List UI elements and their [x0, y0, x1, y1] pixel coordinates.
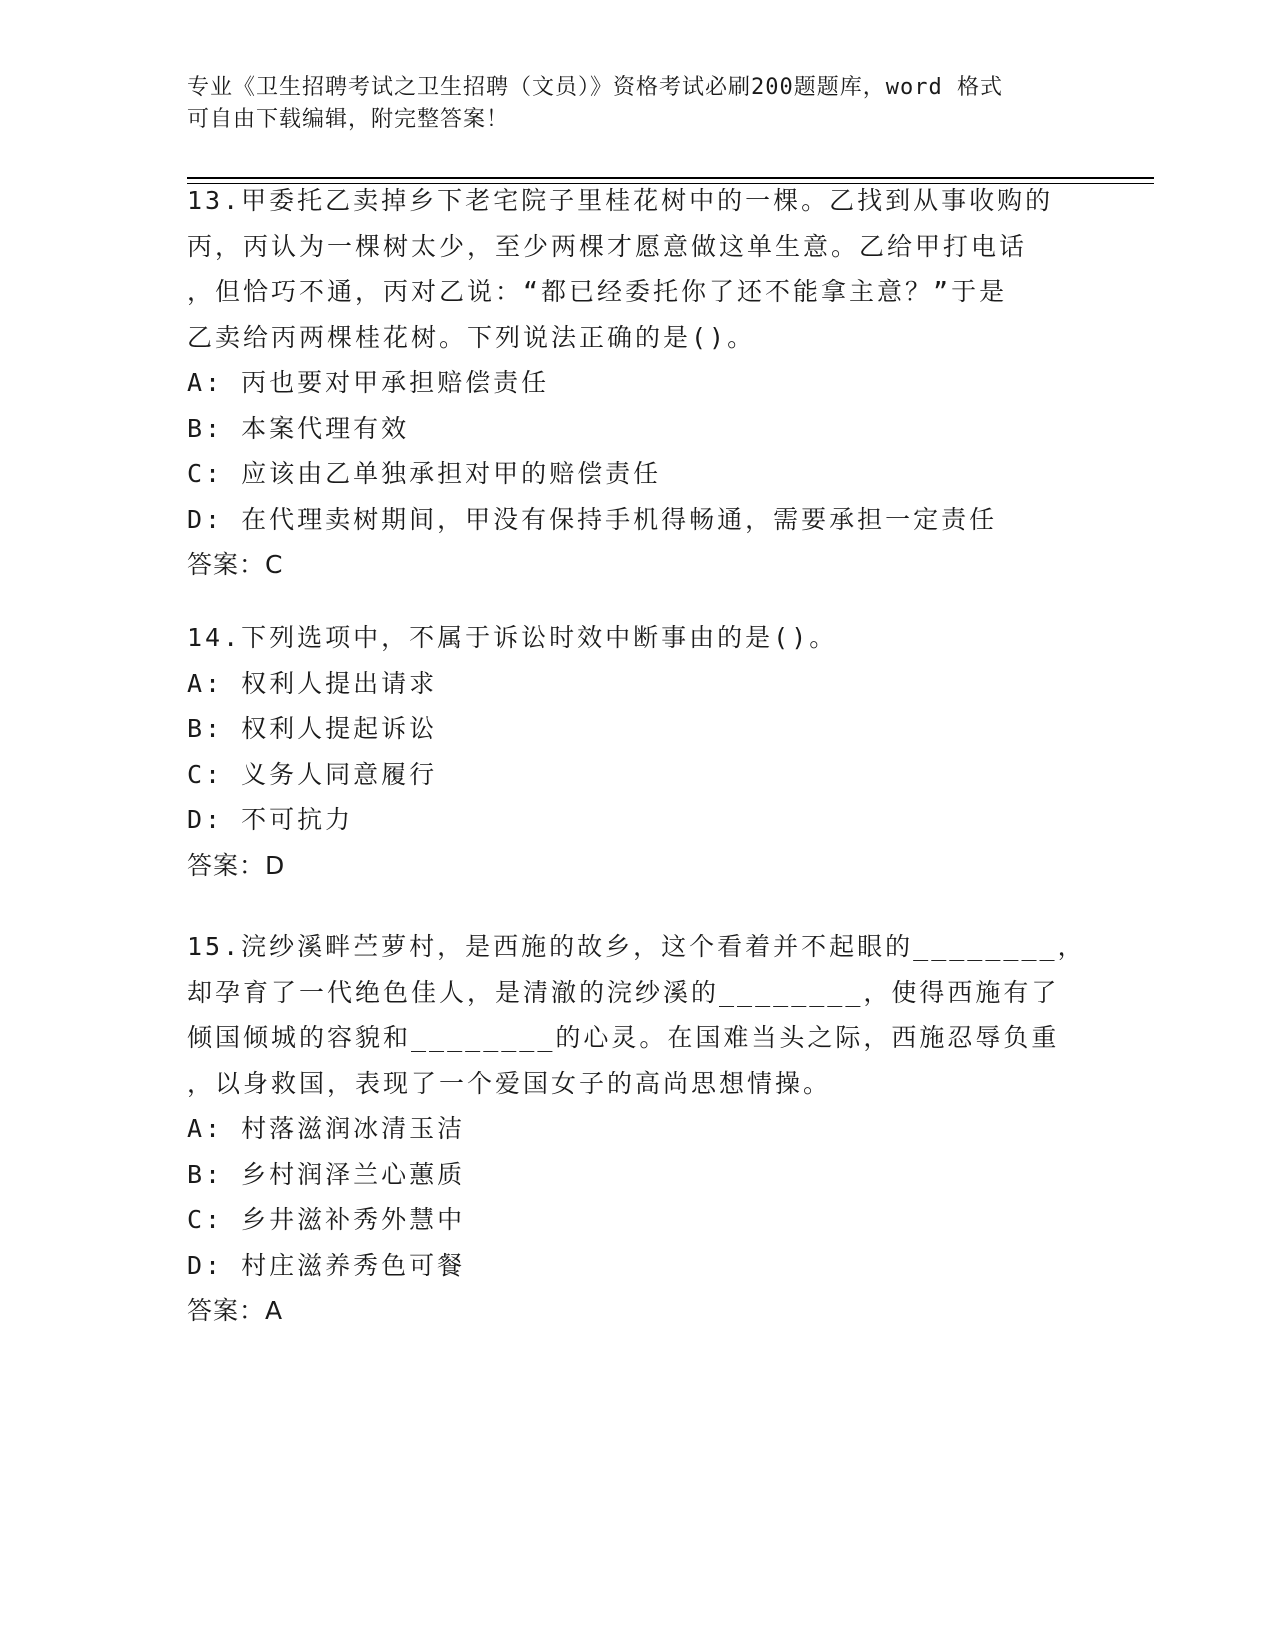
option-a: A: 丙也要对甲承担赔偿责任 [187, 368, 550, 397]
answer-line: 答案：C [187, 550, 284, 579]
question-stem-line: 丙，丙认为一棵树太少，至少两棵才愿意做这单生意。乙给甲打电话 [187, 231, 1028, 261]
question-stem-line: 倾国倾城的容貌和________的心灵。在国难当头之际，西施忍辱负重 [187, 1023, 1060, 1052]
header-line-2: 可自由下载编辑，附完整答案！ [187, 107, 510, 132]
option-c: C: 乡井滋补秀外慧中 [187, 1205, 466, 1234]
option-c: C: 义务人同意履行 [187, 759, 438, 789]
option-d: D: 不可抗力 [187, 805, 354, 834]
question-15 [187, 924, 1087, 1334]
answer-line: 答案：D [187, 850, 286, 880]
header-line-1: 专业《卫生招聘考试之卫生招聘（文员）》资格考试必刷200题题库，word 格式 [187, 75, 1003, 100]
question-stem-line: 乙卖给丙两棵桂花树。下列说法正确的是()。 [187, 322, 756, 352]
option-d: D: 在代理卖树期间，甲没有保持手机得畅通，需要承担一定责任 [187, 504, 998, 534]
option-b: B: 权利人提起诉讼 [187, 714, 438, 743]
option-a: A: 村落滋润冰清玉洁 [187, 1114, 466, 1143]
option-c: C: 应该由乙单独承担对甲的赔偿责任 [187, 459, 662, 488]
answer-line: 答案：A [187, 1296, 284, 1325]
question-13 [187, 178, 1087, 588]
question-stem-line: ，但恰巧不通，丙对乙说：“都已经委托你了还不能拿主意？”于是 [187, 277, 1008, 306]
option-b: B: 本案代理有效 [187, 413, 410, 443]
option-b: B: 乡村润泽兰心蕙质 [187, 1159, 466, 1189]
question-14 [187, 615, 1087, 888]
question-stem-line: 15.浣纱溪畔苎萝村，是西施的故乡，这个看着并不起眼的________， [187, 932, 1086, 961]
option-a: A: 权利人提出请求 [187, 668, 438, 698]
question-stem-line: 14.下列选项中，不属于诉讼时效中断事由的是()。 [187, 623, 838, 652]
document-header [187, 72, 1087, 136]
question-stem-line: 13.甲委托乙卖掉乡下老宅院子里桂花树中的一棵。乙找到从事收购的 [187, 186, 1054, 215]
option-d: D: 村庄滋养秀色可餐 [187, 1250, 466, 1280]
question-stem-line: ，以身救国，表现了一个爱国女子的高尚思想情操。 [187, 1068, 832, 1098]
question-stem-line: 却孕育了一代绝色佳人，是清澈的浣纱溪的________，使得西施有了 [187, 977, 1060, 1007]
